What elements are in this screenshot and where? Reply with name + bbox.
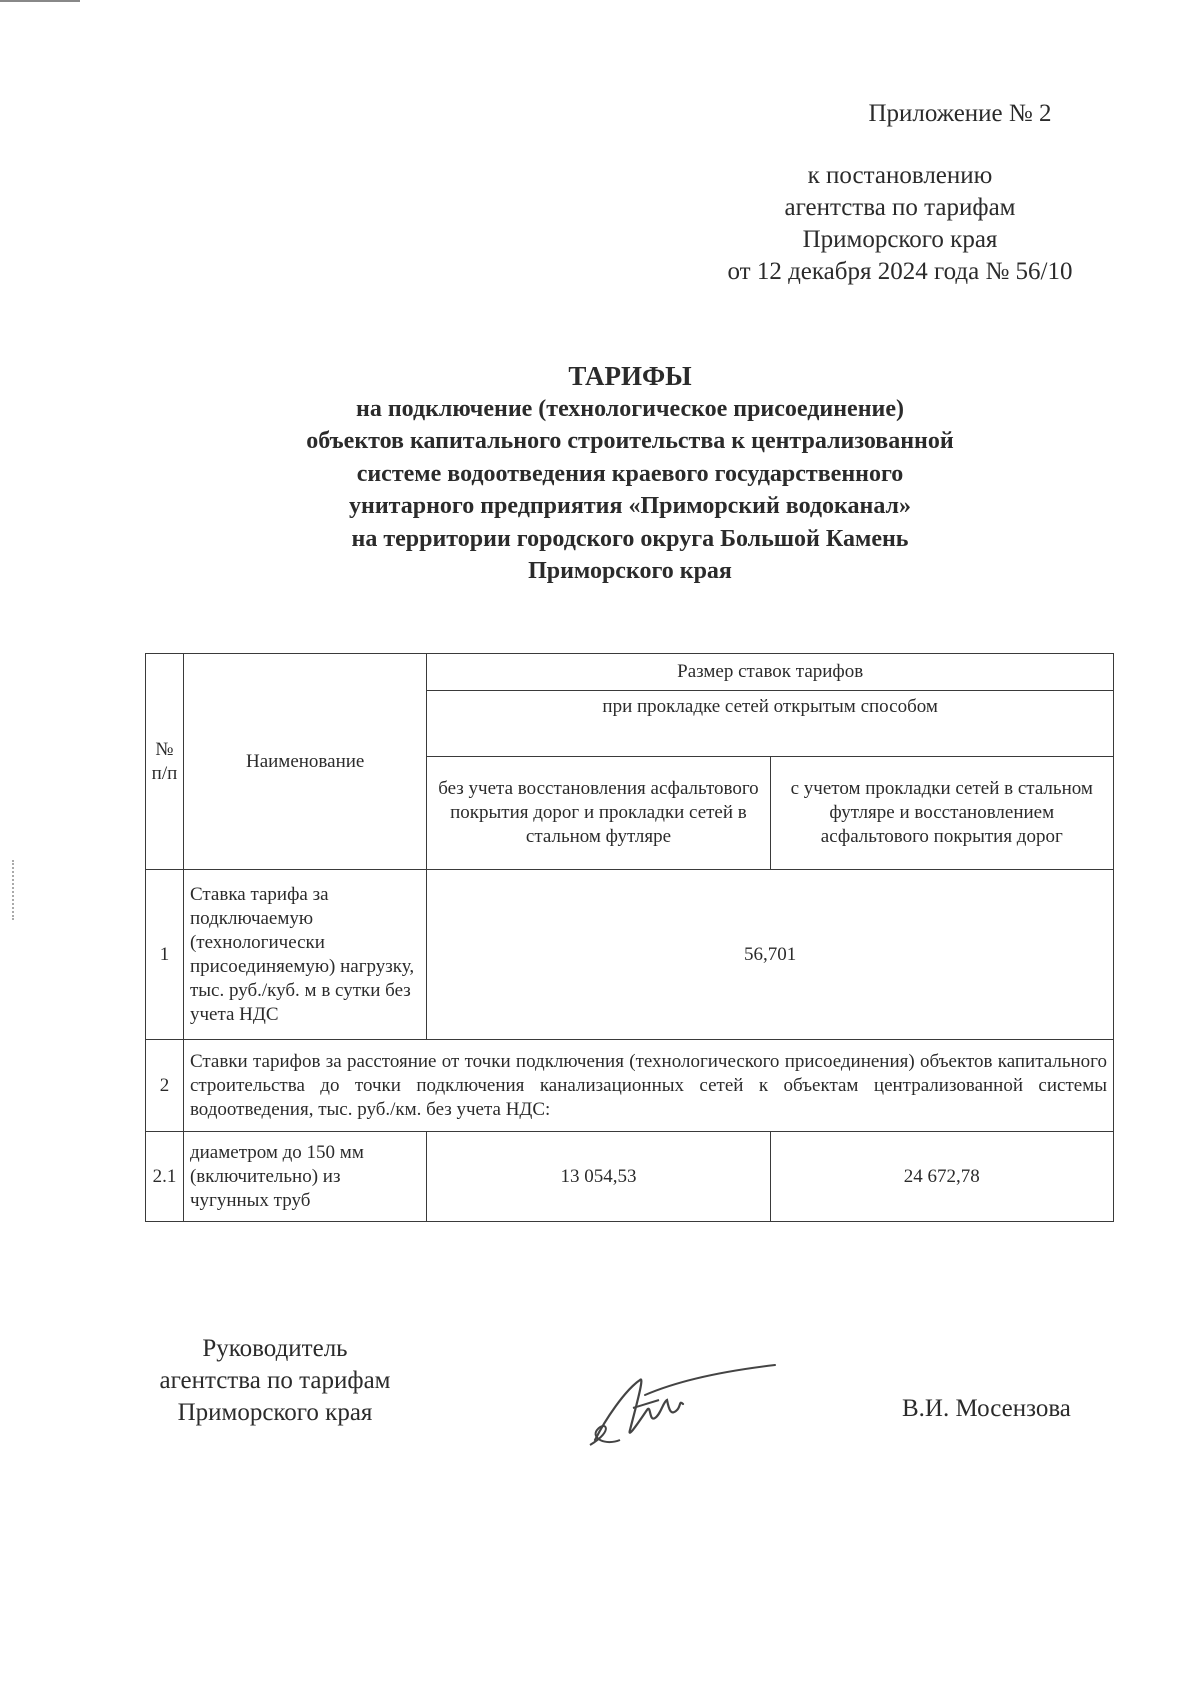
position-line: агентства по тарифам bbox=[159, 1367, 391, 1394]
appendix-line: агентства по тарифам bbox=[784, 194, 1016, 221]
row-num: 2.1 bbox=[146, 1132, 184, 1222]
table-row bbox=[146, 1132, 1114, 1222]
position-line: Приморского края bbox=[177, 1399, 373, 1426]
appendix-block bbox=[700, 98, 1100, 288]
row-name: Ставка тарифа за подключаемую (технологически присоединяемую) нагрузку, тыс. руб./куб. м в сутки без учета НДС bbox=[183, 870, 426, 1040]
handwritten-signature bbox=[585, 1360, 785, 1460]
heading-line: Приморского края bbox=[528, 558, 732, 584]
appendix-line: Приморского края bbox=[802, 226, 998, 253]
table-header-row bbox=[146, 654, 1114, 691]
header-col-2: с учетом прокладки сетей в стальном футляре и восстановлением асфальтового покрытия дорог bbox=[770, 757, 1113, 870]
scan-artifact bbox=[12, 860, 16, 920]
position-line: Руководитель bbox=[202, 1335, 348, 1362]
tariffs-table bbox=[145, 653, 1114, 1222]
row-text: Ставки тарифов за расстояние от точки подключения (технологического присоединения) объектов капитального строительства до точки подключения канализационных сетей к объектам централизованной системы водоотведения, тыс. руб./км. без учета НДС: bbox=[183, 1040, 1113, 1132]
row-value-2: 24 672,78 bbox=[770, 1132, 1113, 1222]
document-title: ТАРИФЫ bbox=[568, 361, 692, 391]
appendix-line: к постановлению bbox=[807, 162, 993, 189]
heading-line: унитарного предприятия «Приморский водоканал» bbox=[348, 493, 912, 519]
document-heading bbox=[150, 360, 1110, 588]
table-row bbox=[146, 870, 1114, 1040]
row-value-1: 13 054,53 bbox=[427, 1132, 770, 1222]
header-method: при прокладке сетей открытым способом bbox=[427, 691, 1114, 757]
signer-name: В.И. Мосензова bbox=[902, 1395, 1071, 1422]
appendix-line: от 12 декабря 2024 года № 56/10 bbox=[727, 258, 1073, 285]
row-num: 2 bbox=[146, 1040, 184, 1132]
heading-line: на территории городского округа Большой Камень bbox=[351, 525, 909, 552]
heading-line: системе водоотведения краевого государственного bbox=[356, 460, 904, 487]
row-num: 1 bbox=[146, 870, 184, 1040]
scan-artifact bbox=[0, 0, 80, 2]
row-name: диаметром до 150 мм (включительно) из чугунных труб bbox=[183, 1132, 426, 1222]
appendix-title: Приложение № 2 bbox=[868, 100, 1052, 127]
header-num: № п/п bbox=[146, 654, 184, 870]
heading-line: на подключение (технологическое присоединение) bbox=[355, 395, 904, 422]
table-row bbox=[146, 1040, 1114, 1132]
header-size: Размер ставок тарифов bbox=[427, 654, 1114, 691]
heading-line: объектов капитального строительства к централизованной bbox=[306, 428, 954, 454]
row-value: 56,701 bbox=[427, 870, 1114, 1040]
header-name: Наименование bbox=[183, 654, 426, 870]
header-col-1: без учета восстановления асфальтового покрытия дорог и прокладки сетей в стальном футляре bbox=[427, 757, 770, 870]
signatory-position bbox=[135, 1333, 415, 1429]
